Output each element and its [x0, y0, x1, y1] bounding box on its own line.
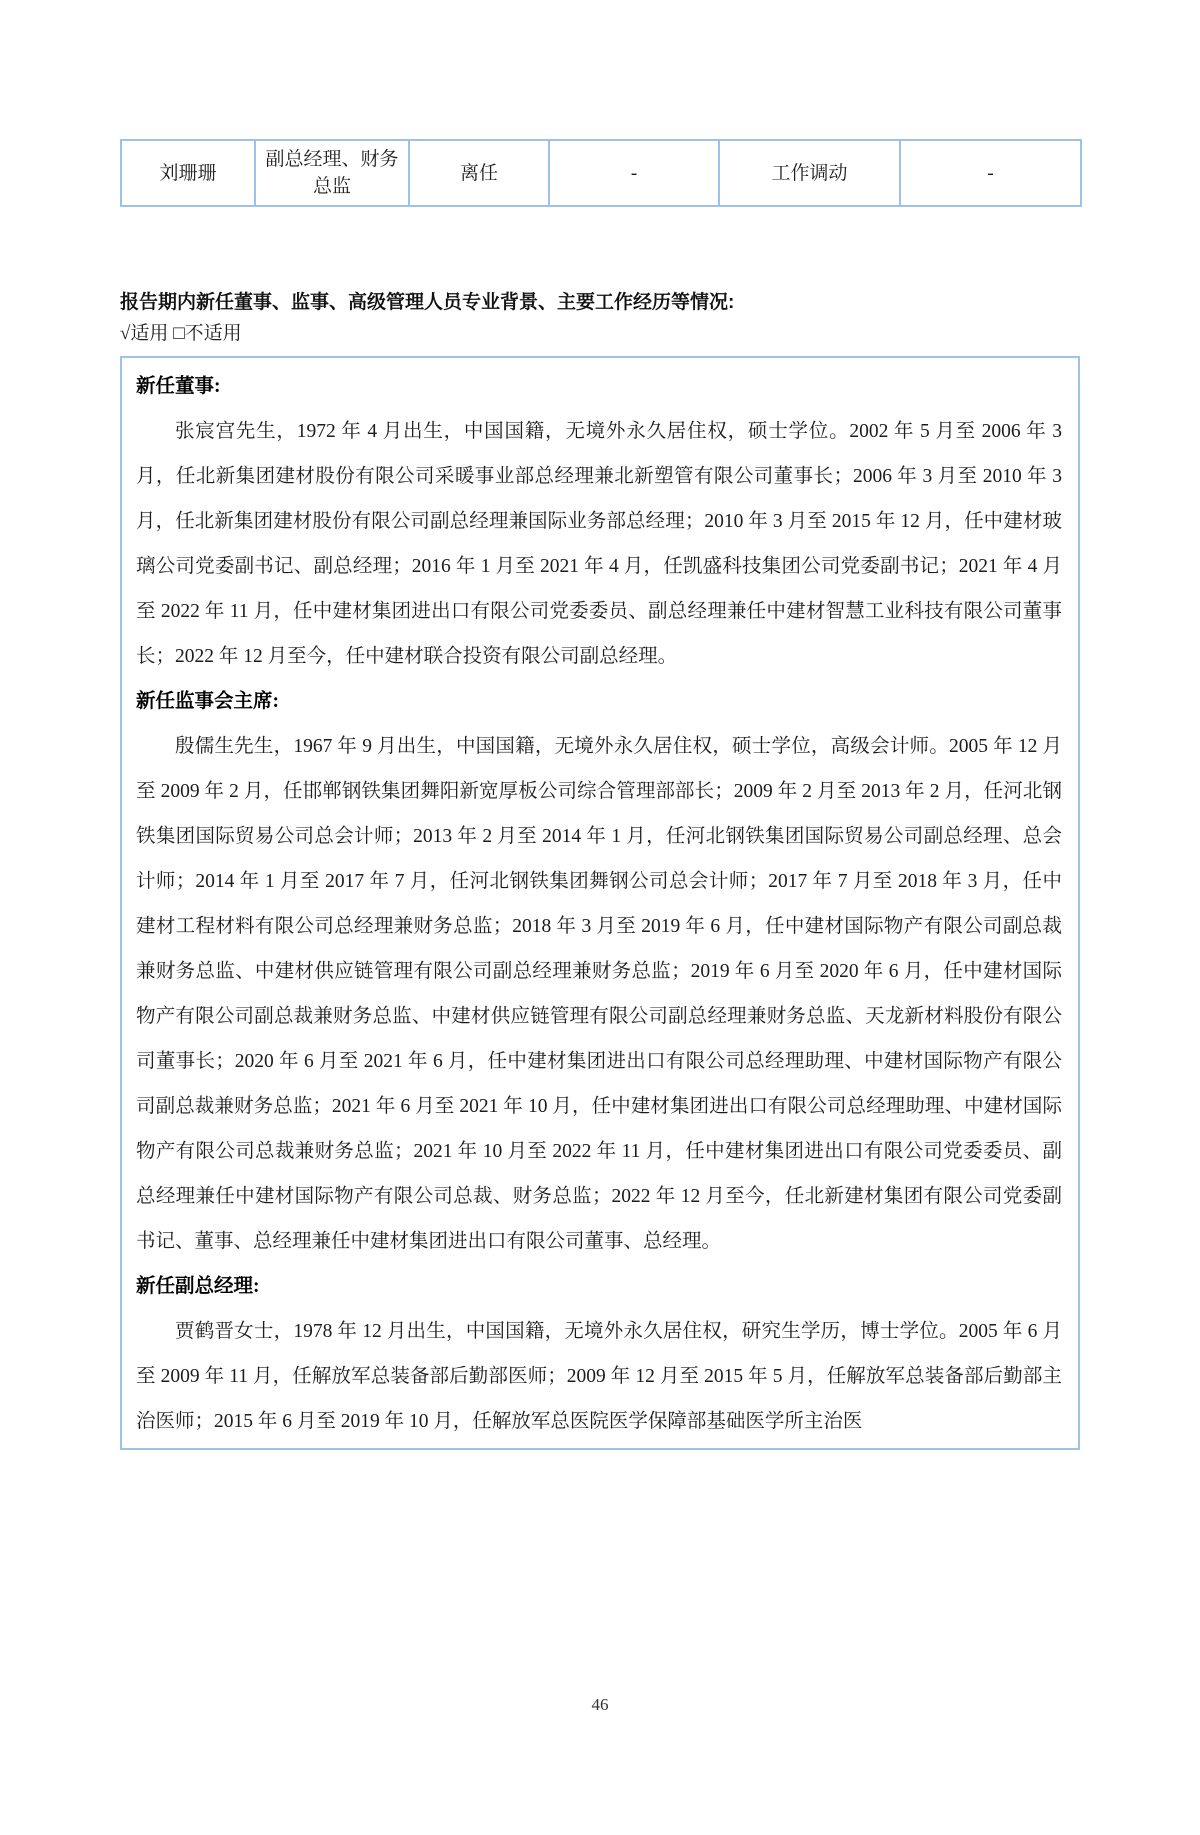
management-change-table [120, 139, 1082, 207]
dash-cell-2: - [900, 140, 1081, 206]
applicable-checked-option: √适用 [120, 323, 169, 344]
not-applicable-option: □不适用 [173, 323, 242, 344]
officer-position-cell: 副总经理、财务总监 [255, 140, 409, 206]
new-director-heading: 新任董事: [136, 376, 221, 397]
biography-box [120, 356, 1080, 1450]
new-supervisor-chairman-bio: 殷儒生先生，1967 年 9 月出生，中国国籍，无境外永久居住权，硕士学位，高级会计师。2005 年 12 月至 2009 年 2 月，任邯郸钢铁集团舞阳新宽厚板公司综合管理部部长；2009 年 2 月至 2013 年 2 月，任河北钢铁集团国际贸易公司总会计师；2013 年 2 月至 2014 年 1 月，任河北钢铁集团国际贸易公司副总经理、总会计师；2014 年 1 月至 2017 年 7 月，任河北钢铁集团舞钢公司总会计师；2017 年 7 月至 2018 年 3 月，任中建材工程材料有限公司总经理兼财务总监；2018 年 3 月至 2019 年 6 月，任中建材国际物产有限公司副总裁兼财务总监、中建材供应链管理有限公司副总经理兼财务总监；2019 年 6 月至 2020 年 6 月，任中建材国际物产有限公司副总裁兼财务总监、中建材供应链管理有限公司副总经理兼财务总监、天龙新材料股份有限公司董事长；2020 年 6 月至 2021 年 6 月，任中建材集团进出口有限公司总经理助理、中建材国际物产有限公司副总裁兼财务总监；2021 年 6 月至 2021 年 10 月，任中建材集团进出口有限公司总经理助理、中建材国际物产有限公司总裁兼财务总监；2021 年 10 月至 2022 年 11 月，任中建材集团进出口有限公司党委委员、副总经理兼任中建材国际物产有限公司总裁、财务总监；2022 年 12 月至今，任北新建材集团有限公司党委副书记、董事、总经理兼任中建材集团进出口有限公司董事、总经理。 [136, 736, 1062, 1252]
new-deputy-gm-bio: 贾鹤晋女士，1978 年 12 月出生，中国国籍，无境外永久居住权，研究生学历，博士学位。2005 年 6 月至 2009 年 11 月，任解放军总装备部后勤部医师；2009 年 12 月至 2015 年 5 月，任解放军总装备部后勤部主治医师；2015 年 6 月至 2019 年 10 月，任解放军总医院医学保障部基础医学所主治医 [136, 1321, 1062, 1432]
change-reason-cell: 工作调动 [719, 140, 900, 206]
page-content [120, 139, 1080, 1450]
section-heading: 报告期内新任董事、监事、高级管理人员专业背景、主要工作经历等情况: [120, 292, 735, 313]
change-status-cell: 离任 [409, 140, 549, 206]
dash-cell-1: - [549, 140, 719, 206]
applicability-line [120, 320, 1080, 348]
new-deputy-gm-heading: 新任副总经理: [136, 1276, 260, 1297]
report-page [0, 139, 1200, 1835]
page-number: 46 [591, 1695, 609, 1714]
table-row [121, 140, 1081, 206]
new-director-bio: 张宸宫先生，1972 年 4 月出生，中国国籍，无境外永久居住权，硕士学位。2002 年 5 月至 2006 年 3 月，任北新集团建材股份有限公司采暖事业部总经理兼北新塑管有限公司董事长；2006 年 3 月至 2010 年 3 月，任北新集团建材股份有限公司副总经理兼国际业务部总经理；2010 年 3 月至 2015 年 12 月，任中建材玻璃公司党委副书记、副总经理；2016 年 1 月至 2021 年 4 月，任凯盛科技集团公司党委副书记；2021 年 4 月至 2022 年 11 月，任中建材集团进出口有限公司党委委员、副总经理兼任中建材智慧工业科技有限公司董事长；2022 年 12 月至今，任中建材联合投资有限公司副总经理。 [136, 421, 1062, 667]
officer-name-cell: 刘珊珊 [121, 140, 255, 206]
new-supervisor-chairman-heading: 新任监事会主席: [136, 691, 279, 712]
